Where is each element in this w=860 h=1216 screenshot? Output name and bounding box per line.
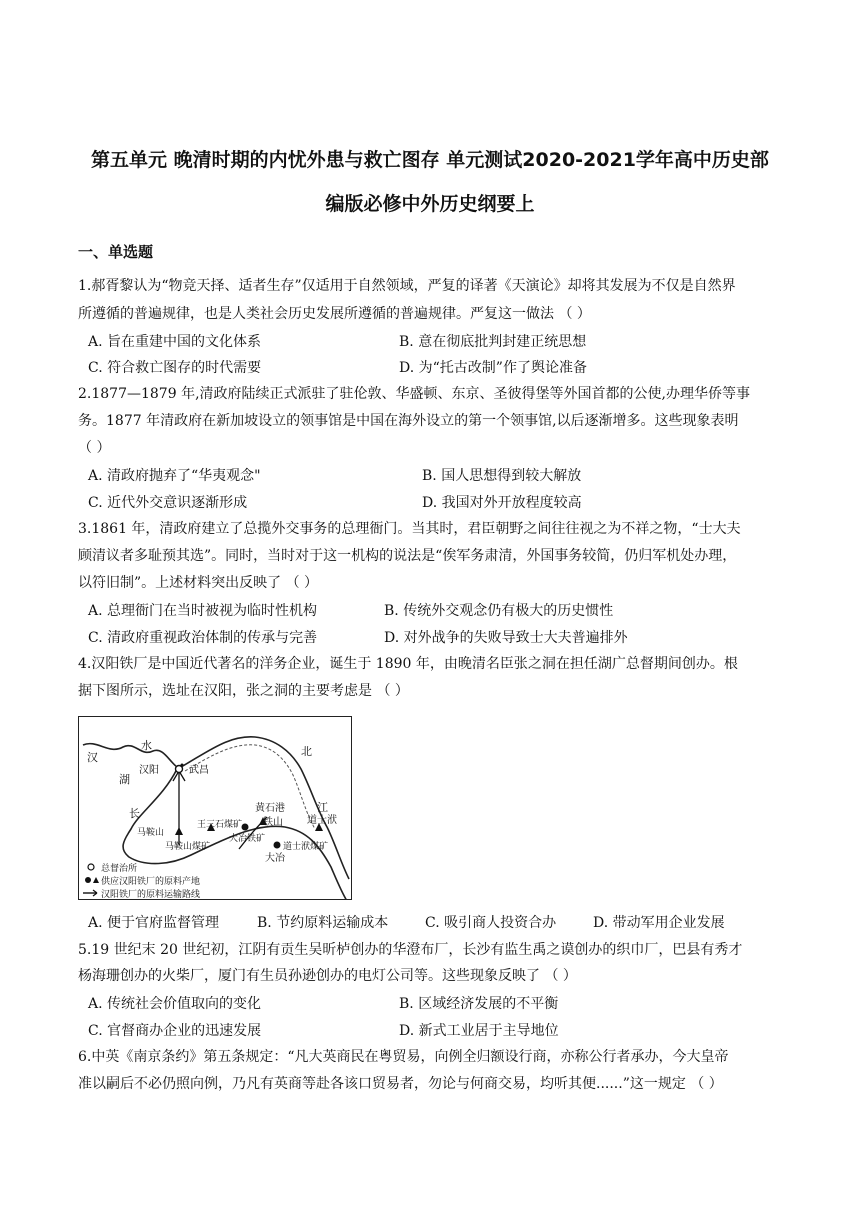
q5-option-b[interactable]: B. 区域经济发展的不平衡: [399, 996, 559, 1012]
q1-option-d[interactable]: D. 为“托古改制”作了舆论准备: [399, 360, 587, 376]
q1-option-b[interactable]: B. 意在彻底批判封建正统思想: [399, 334, 587, 350]
map-label-hu: 湖: [119, 773, 130, 786]
q4-option-b[interactable]: B. 节约原料运输成本: [257, 915, 389, 931]
map-label-daye: 大冶: [265, 853, 285, 864]
legend-coal-icon: [85, 877, 91, 883]
q4-option-c[interactable]: C. 吸引商人投资合办: [425, 915, 557, 931]
map-label-bei: 北: [301, 745, 312, 758]
map-label-daoshifu: 道士洑: [307, 815, 337, 826]
coal-mine-icon: [274, 842, 281, 849]
q4-stem-line-1: 4.汉阳铁厂是中国近代著名的洋务企业，诞生于 1890 年，由晚清名臣张之洞在担任湖广总督期间创办。根: [78, 656, 738, 672]
map-label-huangshigang: 黄石港: [255, 803, 285, 814]
map-label-daoshifu-coal: 道士洑煤矿: [283, 842, 329, 852]
map-label-han: 汉: [87, 751, 98, 764]
q3-option-d[interactable]: D. 对外战争的失败导致士大夫普遍排外: [384, 630, 628, 646]
coal-mine-icon: [242, 824, 249, 831]
q1-stem-line-2: 所遵循的普遍规律，也是人类社会历史发展所遵循的普遍规律。严复这一做法 （ ）: [78, 306, 591, 322]
q2-option-b[interactable]: B. 国人思想得到较大解放: [422, 468, 582, 484]
q3-stem-line-2: 顾清议者多耻预其选”。同时，当时对于这一机构的说法是“俟军务肃清，外国事务较简，仍归军机处办理，: [78, 548, 737, 564]
q6-stem-line-2: 准以嗣后不必仍照向例，乃凡有英商等赴各该口贸易者，勿论与何商交易，均听其便......”这一规定 （ ）: [78, 1076, 723, 1092]
q2-option-c[interactable]: C. 近代外交意识逐渐形成: [88, 495, 248, 511]
q3-stem-line-1: 3.1861 年，清政府建立了总揽外交事务的总理衙门。当其时，君臣朝野之间往往视之为不祥之物，“士大夫: [78, 521, 741, 537]
transport-route-river: [185, 745, 315, 829]
q5-stem-line-2: 杨海珊创办的火柴厂，厦门有生员孙逊创办的电灯公司等。这些现象反映了 （ ）: [78, 968, 577, 984]
q2-option-a[interactable]: A. 清政府抛弃了“华夷观念": [88, 468, 261, 484]
legend-seat-icon: [88, 864, 94, 870]
document-title-line-2: 编版必修中外历史纲要上: [325, 193, 535, 215]
map-label-shui: 水: [141, 739, 152, 752]
legend-source-label: 供应汉阳铁厂的原料产地: [101, 877, 201, 887]
map-label-maanshan: 马鞍山: [137, 828, 165, 838]
city-dot-icon: [181, 764, 184, 767]
q6-stem-line-1: 6.中英《南京条约》第五条规定：“凡大英商民在粤贸易，向例全归额设行商，亦称公行者承办，今大皇帝: [78, 1049, 729, 1065]
legend-route-label: 汉阳铁厂的原料运输路线: [101, 890, 201, 900]
q3-option-c[interactable]: C. 清政府重视政治体制的传承与完善: [88, 630, 318, 646]
q1-stem-line-1: 1.郝胥黎认为“物竞天择、适者生存”仅适用于自然领域，严复的译著《天演论》却将其发展为不仅是自然界: [78, 278, 736, 294]
map-label-maanshan-coal: 马鞍山煤矿: [165, 842, 211, 852]
hanyang-ironworks-map: [78, 716, 352, 900]
q1-option-a[interactable]: A. 旨在重建中国的文化体系: [88, 334, 262, 350]
section-heading: 一、单选题: [78, 243, 154, 261]
q2-option-d[interactable]: D. 我国对外开放程度较高: [422, 495, 582, 511]
q5-option-d[interactable]: D. 新式工业居于主导地位: [399, 1023, 559, 1039]
q2-stem-line-1: 2.1877—1879 年,清政府陆续正式派驻了驻伦敦、华盛顿、东京、圣彼得堡等外国首都的公使,办理华侨等事: [78, 386, 750, 402]
mine-triangle-icon: [175, 827, 183, 835]
q2-stem-line-2: 务。1877 年清政府在新加坡设立的领事馆是中国在海外设立的第一个领事馆,以后逐渐增多。这些现象表明: [78, 413, 739, 429]
q4-option-a[interactable]: A. 便于官府监督管理: [88, 915, 220, 931]
map-label-daye-iron: 大冶铁矿: [229, 834, 266, 844]
map-label-wuchang: 武昌: [189, 765, 209, 776]
q1-option-c[interactable]: C. 符合救亡图存的时代需要: [88, 360, 262, 376]
q3-option-b[interactable]: B. 传统外交观念仍有极大的历史惯性: [384, 603, 614, 619]
document-title-line-1: 第五单元 晚清时期的内忧外患与救亡图存 单元测试2020-2021学年高中历史部: [91, 149, 769, 171]
map-figure: [79, 717, 352, 900]
q2-stem-line-3: （ ）: [78, 440, 111, 456]
map-label-jiang: 江: [317, 801, 328, 814]
q5-option-c[interactable]: C. 官督商办企业的迅速发展: [88, 1023, 262, 1039]
map-label-hanyang: 汉阳: [139, 765, 159, 776]
q5-stem-line-1: 5.19 世纪末 20 世纪初，江阴有贡生吴昕栌创办的华澄布厂，长沙有监生禹之谟创办的织巾厂，巴县有秀才: [78, 942, 743, 958]
q4-stem-line-2: 据下图所示，选址在汉阳，张之洞的主要考虑是 （ ）: [78, 683, 409, 699]
legend-seat-label: 总督治所: [101, 864, 138, 874]
legend-mine-icon: [93, 877, 99, 883]
q3-option-a[interactable]: A. 总理衙门在当时被视为临时性机构: [88, 603, 318, 619]
q4-option-d[interactable]: D. 带动军用企业发展: [593, 915, 725, 931]
map-label-wangsanshi: 王三石煤矿: [197, 820, 243, 830]
map-label-tieshan: 铁山: [263, 817, 283, 828]
q3-stem-line-3: 以符旧制”。上述材料突出反映了 （ ）: [78, 575, 319, 591]
city-marker-icon: [176, 766, 183, 773]
q5-option-a[interactable]: A. 传统社会价值取向的变化: [88, 996, 262, 1012]
map-label-chang: 长: [129, 807, 140, 820]
